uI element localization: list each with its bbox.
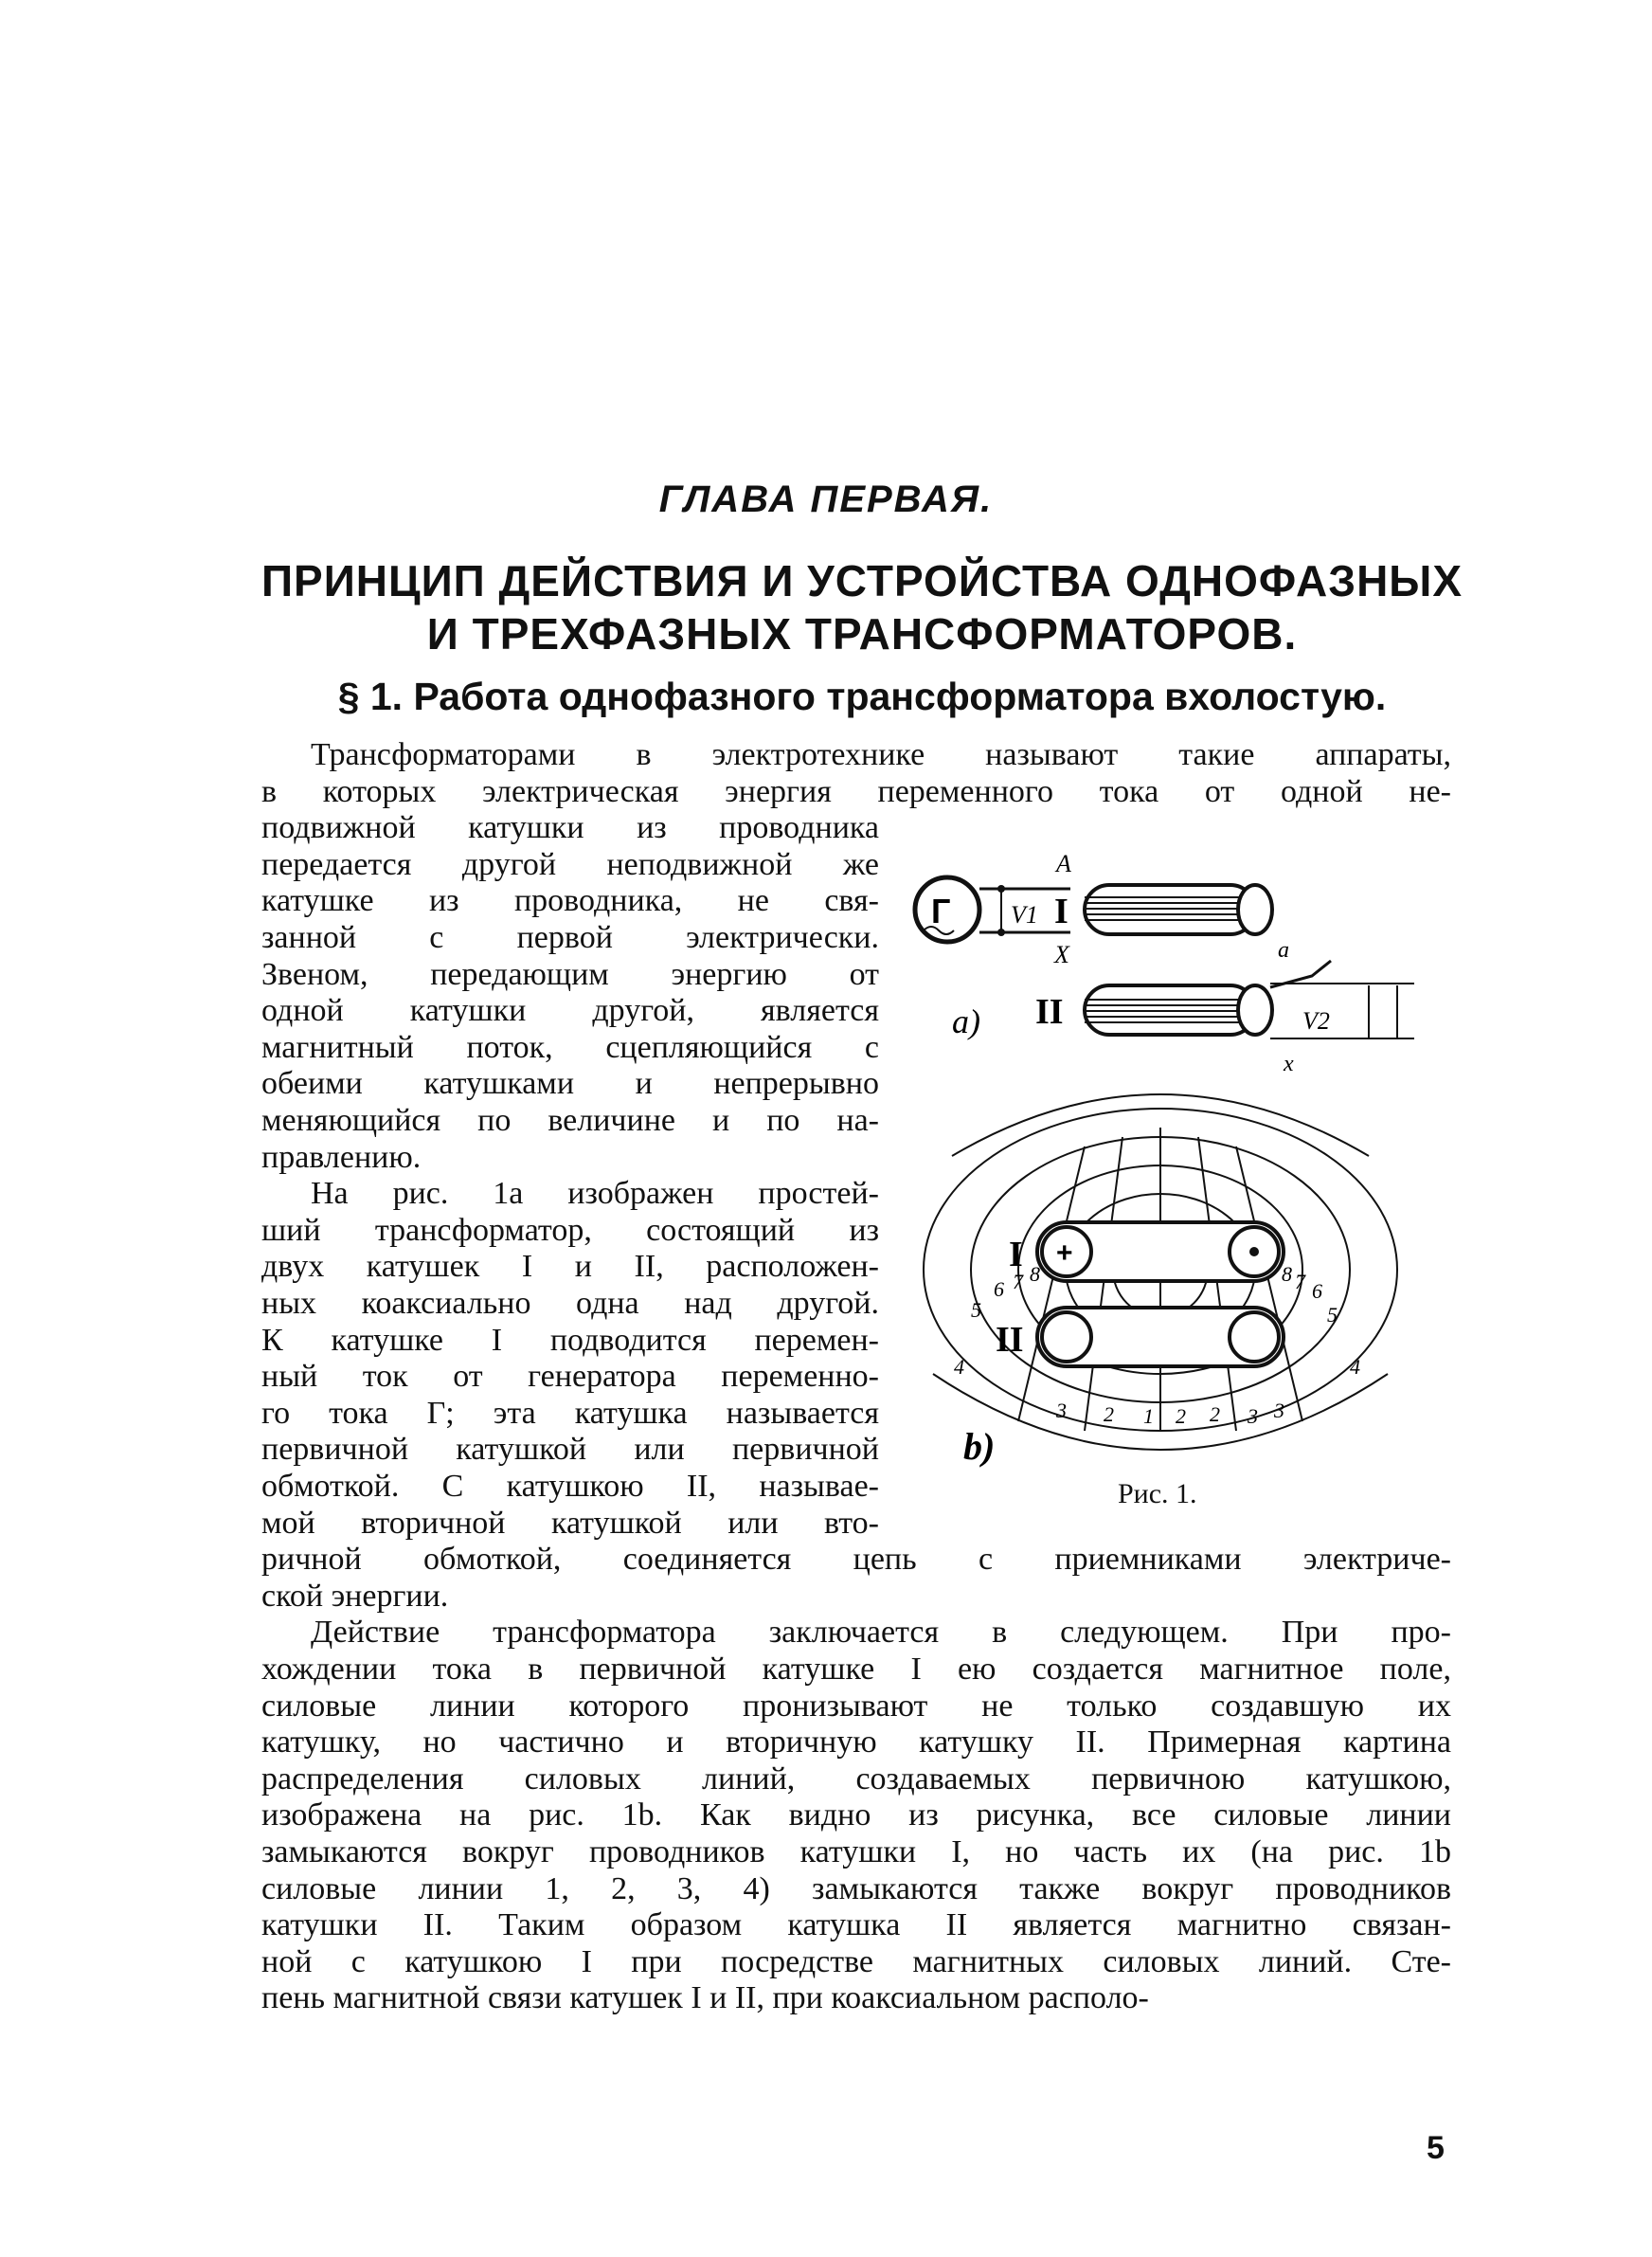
svg-text:6: 6 (994, 1277, 1004, 1301)
chapter-title (256, 554, 1468, 660)
svg-text:3: 3 (1248, 1404, 1258, 1428)
v1-label: V1 (1011, 901, 1038, 929)
body-line: меняющийся по величине и по на- (261, 1103, 879, 1138)
v2-label: V2 (1302, 1007, 1330, 1035)
body-line: обмоткой. С катушкою II, называе- (261, 1469, 879, 1504)
coil-1-label-b: I (1009, 1235, 1023, 1274)
body-line: подвижной катушки из проводника (261, 810, 879, 846)
body-line: в которых электрическая энергия переменного тока от одной не- (261, 773, 1451, 809)
body-line: одной катушки другой, является (261, 993, 879, 1029)
figure-1a (915, 850, 1414, 1076)
figure-caption: Рис. 1. (1118, 1478, 1197, 1509)
panel-b-label: b) (963, 1425, 996, 1468)
body-line: катушку, но частично и вторичную катушку II. Примерная картина (261, 1724, 1451, 1760)
body-line: распределения силовых линий, создаваемых первичною катушкою, (261, 1760, 1451, 1797)
body-line: ный ток от генератора переменно- (261, 1359, 879, 1395)
body-line: занной с первой электрически. (261, 920, 879, 955)
body-line: Звеном, передающим энергию от (261, 956, 879, 992)
svg-text:3: 3 (1056, 1399, 1067, 1422)
svg-text:4: 4 (1350, 1355, 1360, 1379)
body-line: ричной обмоткой, соединяется цепь с приемниками электриче- (261, 1542, 1451, 1578)
terminal-A-label: A (1056, 850, 1071, 877)
svg-text:1: 1 (1143, 1404, 1154, 1428)
body-line: К катушке I подводится перемен- (261, 1322, 879, 1358)
svg-text:8: 8 (1030, 1262, 1040, 1286)
svg-text:3: 3 (1274, 1399, 1284, 1422)
body-line: ной с катушкою I при посредстве магнитных силовых линий. Сте- (261, 1943, 1451, 1979)
svg-text:4: 4 (954, 1355, 964, 1379)
body-line: замыкаются вокруг проводников катушки I, но часть их (на рис. 1b (261, 1834, 1451, 1869)
svg-text:2: 2 (1176, 1404, 1186, 1428)
body-line: передается другой неподвижной же (261, 846, 879, 882)
panel-a-label: а) (952, 1002, 980, 1040)
coil-1-label-a: I (1054, 892, 1068, 931)
terminal-a-label: a (1278, 938, 1289, 963)
page-number: 5 (1427, 2130, 1445, 2166)
body-line: ской энергии. (261, 1578, 449, 1614)
chapter-title-line-1: ПРИНЦИП ДЕЙСТВИЯ И УСТРОЙСТВА ОДНОФАЗНЫХ (260, 556, 1463, 605)
body-line: Трансформаторами в электротехнике называют такие аппараты, (311, 737, 1451, 772)
body-line: правлению. (261, 1139, 422, 1175)
body-line: катушки II. Таким образом катушка II является магнитно связан- (261, 1907, 1451, 1943)
svg-text:2: 2 (1104, 1402, 1114, 1426)
body-line: хождении тока в первичной катушке I ею создается магнитное поле, (261, 1652, 1451, 1687)
generator-label: Г (931, 892, 951, 930)
body-line: На рис. 1а изображен простей- (311, 1176, 879, 1212)
svg-text:5: 5 (971, 1298, 981, 1322)
chapter-label: ГЛАВА ПЕРВАЯ. (658, 478, 994, 520)
terminal-X-label: X (1054, 941, 1069, 968)
body-line: обеими катушками и непрерывно (261, 1066, 879, 1102)
section-title: § 1. Работа однофазного трансформатора вхолостую. (337, 675, 1387, 718)
svg-text:6: 6 (1312, 1279, 1322, 1303)
svg-text:8: 8 (1282, 1262, 1292, 1286)
body-line: двух катушек I и II, расположен- (261, 1249, 879, 1285)
body-line: изображена на рис. 1b. Как видно из рисунка, все силовые линии (261, 1797, 1451, 1833)
body-line: ных коаксиально одна над другой. (261, 1286, 879, 1321)
body-line: магнитный поток, сцепляющийся с (261, 1029, 879, 1065)
terminal-x-label: x (1284, 1052, 1294, 1076)
figure-1 (895, 843, 1426, 1488)
body-line: силовые линии которого пронизывают не только создавшую их (261, 1688, 1451, 1724)
svg-text:5: 5 (1327, 1303, 1338, 1327)
body-line: силовые линии 1, 2, 3, 4) замыкаются также вокруг проводников (261, 1870, 1451, 1906)
body-line: мой вторичной катушкой или вто- (261, 1505, 879, 1541)
coil-2-label-b: II (996, 1320, 1024, 1360)
coil-2-label-a: II (1035, 992, 1064, 1032)
body-line: ший трансформатор, состоящий из (261, 1212, 879, 1248)
body-line: первичной катушкой или первичной (261, 1432, 879, 1468)
svg-text:7: 7 (1295, 1270, 1305, 1293)
body-line: го тока Г; эта катушка называется (261, 1395, 879, 1431)
body-line: Действие трансформатора заключается в следующем. При про- (311, 1615, 1451, 1651)
body-line: пень магнитной связи катушек I и II, при коаксиальном располо- (261, 1980, 1149, 2016)
body-line: катушке из проводника, не свя- (261, 883, 879, 919)
svg-text:7: 7 (1013, 1270, 1023, 1293)
svg-text:2: 2 (1210, 1402, 1220, 1426)
chapter-title-line-2: И ТРЕХФАЗНЫХ ТРАНСФОРМАТОРОВ. (426, 609, 1298, 659)
svg-text:+: + (1056, 1237, 1073, 1269)
